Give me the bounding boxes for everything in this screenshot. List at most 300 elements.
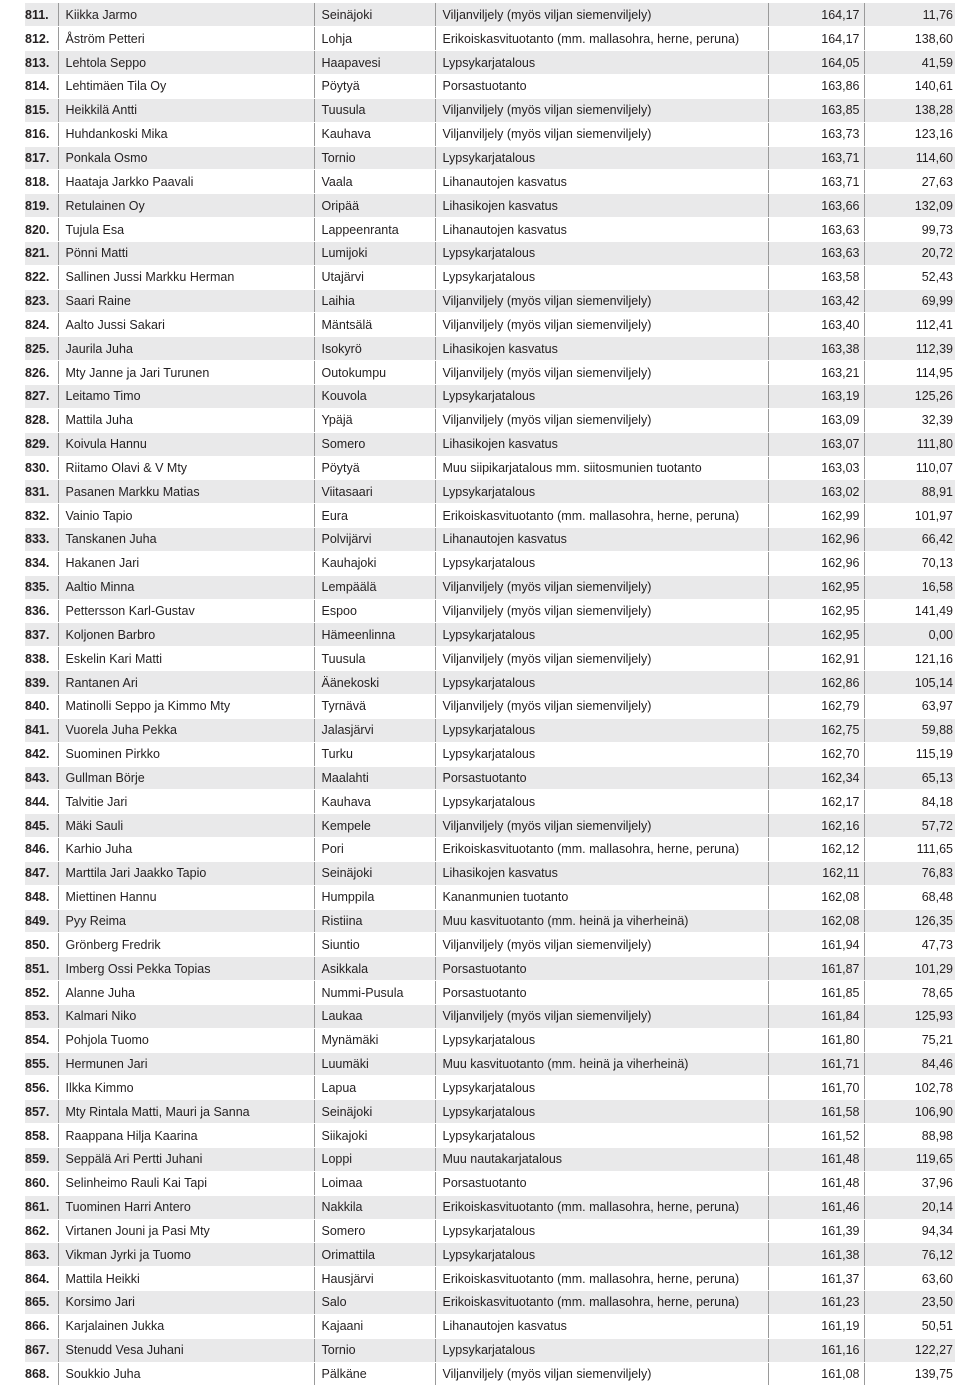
production-type-cell: Lihasikojen kasvatus [435, 432, 768, 456]
table-row [25, 1314, 955, 1338]
points-cell: 161,38 [768, 1243, 864, 1267]
rank-cell: 844. [25, 790, 58, 814]
production-type-cell: Viljanviljely (myös viljan siemenviljely) [435, 1362, 768, 1386]
farmer-name-cell: Alanne Juha [58, 981, 314, 1005]
points-cell: 163,71 [768, 146, 864, 170]
points-cell: 163,58 [768, 265, 864, 289]
points-cell: 163,71 [768, 170, 864, 194]
points-cell: 161,46 [768, 1195, 864, 1219]
value-cell: 41,59 [864, 51, 955, 75]
rank-cell: 828. [25, 408, 58, 432]
value-cell: 94,34 [864, 1219, 955, 1243]
table-row [25, 1004, 955, 1028]
rank-cell: 845. [25, 814, 58, 838]
farmer-name-cell: Haataja Jarkko Paavali [58, 170, 314, 194]
value-cell: 32,39 [864, 408, 955, 432]
municipality-cell: Orimattila [314, 1243, 435, 1267]
production-type-cell: Lypsykarjatalous [435, 1338, 768, 1362]
farmer-name-cell: Karhio Juha [58, 838, 314, 862]
points-cell: 163,63 [768, 241, 864, 265]
value-cell: 111,65 [864, 838, 955, 862]
rank-cell: 838. [25, 647, 58, 671]
rank-cell: 821. [25, 241, 58, 265]
production-type-cell: Viljanviljely (myös viljan siemenviljely) [435, 1004, 768, 1028]
municipality-cell: Loimaa [314, 1171, 435, 1195]
value-cell: 122,27 [864, 1338, 955, 1362]
production-type-cell: Lypsykarjatalous [435, 1219, 768, 1243]
rank-cell: 860. [25, 1171, 58, 1195]
points-cell: 161,87 [768, 957, 864, 981]
points-cell: 161,48 [768, 1171, 864, 1195]
farmer-name-cell: Huhdankoski Mika [58, 122, 314, 146]
points-cell: 162,12 [768, 838, 864, 862]
value-cell: 70,13 [864, 551, 955, 575]
points-cell: 163,66 [768, 194, 864, 218]
points-cell: 162,34 [768, 766, 864, 790]
value-cell: 139,75 [864, 1362, 955, 1386]
points-cell: 161,58 [768, 1100, 864, 1124]
points-cell: 161,52 [768, 1124, 864, 1148]
production-type-cell: Lypsykarjatalous [435, 385, 768, 409]
municipality-cell: Lappeenranta [314, 218, 435, 242]
value-cell: 78,65 [864, 981, 955, 1005]
table-row [25, 885, 955, 909]
municipality-cell: Laihia [314, 289, 435, 313]
points-cell: 163,38 [768, 337, 864, 361]
production-type-cell: Lihasikojen kasvatus [435, 337, 768, 361]
production-type-cell: Lypsykarjatalous [435, 265, 768, 289]
municipality-cell: Loppi [314, 1148, 435, 1172]
value-cell: 112,41 [864, 313, 955, 337]
points-cell: 161,85 [768, 981, 864, 1005]
value-cell: 88,98 [864, 1124, 955, 1148]
production-type-cell: Lihasikojen kasvatus [435, 861, 768, 885]
points-cell: 162,08 [768, 909, 864, 933]
points-cell: 162,75 [768, 718, 864, 742]
rank-cell: 818. [25, 170, 58, 194]
production-type-cell: Erikoiskasvituotanto (mm. mallasohra, herne, peruna) [435, 1291, 768, 1315]
farmer-name-cell: Pohjola Tuomo [58, 1028, 314, 1052]
value-cell: 50,51 [864, 1314, 955, 1338]
rank-cell: 858. [25, 1124, 58, 1148]
farmer-name-cell: Lehtimäen Tila Oy [58, 75, 314, 99]
points-cell: 162,11 [768, 861, 864, 885]
points-cell: 163,73 [768, 122, 864, 146]
municipality-cell: Tuusula [314, 647, 435, 671]
table-row [25, 432, 955, 456]
value-cell: 59,88 [864, 718, 955, 742]
production-type-cell: Lypsykarjatalous [435, 790, 768, 814]
production-type-cell: Lypsykarjatalous [435, 1243, 768, 1267]
farmer-name-cell: Vikman Jyrki ja Tuomo [58, 1243, 314, 1267]
table-row [25, 1267, 955, 1291]
value-cell: 114,60 [864, 146, 955, 170]
points-cell: 161,94 [768, 933, 864, 957]
rank-cell: 819. [25, 194, 58, 218]
points-cell: 162,16 [768, 814, 864, 838]
value-cell: 140,61 [864, 75, 955, 99]
table-row [25, 3, 955, 27]
table-row [25, 694, 955, 718]
municipality-cell: Jalasjärvi [314, 718, 435, 742]
table-row [25, 647, 955, 671]
municipality-cell: Pori [314, 838, 435, 862]
value-cell: 27,63 [864, 170, 955, 194]
municipality-cell: Pälkäne [314, 1362, 435, 1386]
value-cell: 11,76 [864, 3, 955, 27]
value-cell: 138,60 [864, 27, 955, 51]
rank-cell: 848. [25, 885, 58, 909]
rank-cell: 823. [25, 289, 58, 313]
farmer-name-cell: Koivula Hannu [58, 432, 314, 456]
municipality-cell: Pöytyä [314, 456, 435, 480]
points-cell: 161,37 [768, 1267, 864, 1291]
points-cell: 161,23 [768, 1291, 864, 1315]
farmer-name-cell: Retulainen Oy [58, 194, 314, 218]
rank-cell: 815. [25, 98, 58, 122]
farmer-name-cell: Pettersson Karl-Gustav [58, 599, 314, 623]
farmer-name-cell: Leitamo Timo [58, 385, 314, 409]
table-row [25, 1362, 955, 1386]
table-row [25, 1076, 955, 1100]
municipality-cell: Kauhava [314, 790, 435, 814]
rank-cell: 862. [25, 1219, 58, 1243]
points-cell: 162,96 [768, 551, 864, 575]
table-row [25, 98, 955, 122]
value-cell: 37,96 [864, 1171, 955, 1195]
rank-cell: 824. [25, 313, 58, 337]
table-row [25, 766, 955, 790]
table-row [25, 241, 955, 265]
farmer-name-cell: Kalmari Niko [58, 1004, 314, 1028]
rank-cell: 856. [25, 1076, 58, 1100]
points-cell: 164,17 [768, 27, 864, 51]
production-type-cell: Porsastuotanto [435, 1171, 768, 1195]
farmer-name-cell: Vuorela Juha Pekka [58, 718, 314, 742]
points-cell: 162,86 [768, 671, 864, 695]
value-cell: 47,73 [864, 933, 955, 957]
rank-cell: 853. [25, 1004, 58, 1028]
municipality-cell: Tyrnävä [314, 694, 435, 718]
points-cell: 163,85 [768, 98, 864, 122]
municipality-cell: Siuntio [314, 933, 435, 957]
rank-cell: 826. [25, 361, 58, 385]
value-cell: 114,95 [864, 361, 955, 385]
value-cell: 141,49 [864, 599, 955, 623]
production-type-cell: Lypsykarjatalous [435, 480, 768, 504]
table-row [25, 1195, 955, 1219]
municipality-cell: Ypäjä [314, 408, 435, 432]
value-cell: 63,60 [864, 1267, 955, 1291]
municipality-cell: Viitasaari [314, 480, 435, 504]
value-cell: 121,16 [864, 647, 955, 671]
production-type-cell: Lypsykarjatalous [435, 1100, 768, 1124]
municipality-cell: Utajärvi [314, 265, 435, 289]
production-type-cell: Viljanviljely (myös viljan siemenviljely) [435, 814, 768, 838]
municipality-cell: Lempäälä [314, 575, 435, 599]
farmer-name-cell: Jaurila Juha [58, 337, 314, 361]
production-type-cell: Lihasikojen kasvatus [435, 194, 768, 218]
table-row [25, 265, 955, 289]
rank-cell: 851. [25, 957, 58, 981]
production-type-cell: Viljanviljely (myös viljan siemenviljely) [435, 122, 768, 146]
rank-cell: 827. [25, 385, 58, 409]
table-row [25, 504, 955, 528]
municipality-cell: Mynämäki [314, 1028, 435, 1052]
municipality-cell: Laukaa [314, 1004, 435, 1028]
points-cell: 162,95 [768, 575, 864, 599]
table-row [25, 289, 955, 313]
rank-cell: 859. [25, 1148, 58, 1172]
farmer-name-cell: Karjalainen Jukka [58, 1314, 314, 1338]
table-row [25, 1148, 955, 1172]
value-cell: 88,91 [864, 480, 955, 504]
farmer-name-cell: Koljonen Barbro [58, 623, 314, 647]
municipality-cell: Maalahti [314, 766, 435, 790]
municipality-cell: Siikajoki [314, 1124, 435, 1148]
points-cell: 162,91 [768, 647, 864, 671]
rank-cell: 829. [25, 432, 58, 456]
rank-cell: 820. [25, 218, 58, 242]
farmer-name-cell: Tujula Esa [58, 218, 314, 242]
farmer-name-cell: Mty Janne ja Jari Turunen [58, 361, 314, 385]
farmer-name-cell: Heikkilä Antti [58, 98, 314, 122]
farmer-name-cell: Kiikka Jarmo [58, 3, 314, 27]
table-row [25, 790, 955, 814]
rank-cell: 852. [25, 981, 58, 1005]
production-type-cell: Lypsykarjatalous [435, 241, 768, 265]
farmer-name-cell: Miettinen Hannu [58, 885, 314, 909]
municipality-cell: Espoo [314, 599, 435, 623]
value-cell: 23,50 [864, 1291, 955, 1315]
production-type-cell: Lypsykarjatalous [435, 551, 768, 575]
value-cell: 125,93 [864, 1004, 955, 1028]
municipality-cell: Nakkila [314, 1195, 435, 1219]
table-row [25, 1338, 955, 1362]
production-type-cell: Muu kasvituotanto (mm. heinä ja viherheinä) [435, 1052, 768, 1076]
farmer-name-cell: Mattila Heikki [58, 1267, 314, 1291]
points-cell: 163,86 [768, 75, 864, 99]
table-row [25, 1171, 955, 1195]
rank-cell: 864. [25, 1267, 58, 1291]
municipality-cell: Seinäjoki [314, 1100, 435, 1124]
production-type-cell: Lypsykarjatalous [435, 1124, 768, 1148]
rank-cell: 867. [25, 1338, 58, 1362]
table-row [25, 981, 955, 1005]
table-row [25, 814, 955, 838]
value-cell: 65,13 [864, 766, 955, 790]
table-row [25, 456, 955, 480]
production-type-cell: Viljanviljely (myös viljan siemenviljely) [435, 694, 768, 718]
municipality-cell: Lapua [314, 1076, 435, 1100]
table-row [25, 75, 955, 99]
value-cell: 20,72 [864, 241, 955, 265]
rank-cell: 813. [25, 51, 58, 75]
production-type-cell: Viljanviljely (myös viljan siemenviljely) [435, 599, 768, 623]
production-type-cell: Viljanviljely (myös viljan siemenviljely) [435, 361, 768, 385]
production-type-cell: Muu siipikarjatalous mm. siitosmunien tuotanto [435, 456, 768, 480]
rank-cell: 835. [25, 575, 58, 599]
table-row [25, 575, 955, 599]
points-cell: 163,63 [768, 218, 864, 242]
production-type-cell: Lypsykarjatalous [435, 671, 768, 695]
municipality-cell: Hämeenlinna [314, 623, 435, 647]
production-type-cell: Lypsykarjatalous [435, 51, 768, 75]
table-row [25, 170, 955, 194]
municipality-cell: Turku [314, 742, 435, 766]
value-cell: 20,14 [864, 1195, 955, 1219]
table-row [25, 194, 955, 218]
points-cell: 163,40 [768, 313, 864, 337]
production-type-cell: Muu kasvituotanto (mm. heinä ja viherheinä) [435, 909, 768, 933]
points-cell: 161,71 [768, 1052, 864, 1076]
value-cell: 84,18 [864, 790, 955, 814]
municipality-cell: Luumäki [314, 1052, 435, 1076]
municipality-cell: Kajaani [314, 1314, 435, 1338]
points-cell: 163,07 [768, 432, 864, 456]
production-type-cell: Lihanautojen kasvatus [435, 1314, 768, 1338]
value-cell: 115,19 [864, 742, 955, 766]
farmer-name-cell: Vainio Tapio [58, 504, 314, 528]
rank-cell: 833. [25, 528, 58, 552]
value-cell: 69,99 [864, 289, 955, 313]
farmer-name-cell: Åström Petteri [58, 27, 314, 51]
farmer-name-cell: Soukkio Juha [58, 1362, 314, 1386]
rank-cell: 846. [25, 838, 58, 862]
farmer-name-cell: Riitamo Olavi & V Mty [58, 456, 314, 480]
ranking-table [25, 3, 955, 1386]
points-cell: 163,02 [768, 480, 864, 504]
rank-cell: 857. [25, 1100, 58, 1124]
municipality-cell: Isokyrö [314, 337, 435, 361]
table-row [25, 218, 955, 242]
farmer-name-cell: Ilkka Kimmo [58, 1076, 314, 1100]
rank-cell: 837. [25, 623, 58, 647]
farmer-name-cell: Raappana Hilja Kaarina [58, 1124, 314, 1148]
value-cell: 75,21 [864, 1028, 955, 1052]
rank-cell: 811. [25, 3, 58, 27]
municipality-cell: Mäntsälä [314, 313, 435, 337]
municipality-cell: Äänekoski [314, 671, 435, 695]
rank-cell: 855. [25, 1052, 58, 1076]
farmer-name-cell: Aaltio Minna [58, 575, 314, 599]
points-cell: 162,95 [768, 623, 864, 647]
production-type-cell: Lypsykarjatalous [435, 1028, 768, 1052]
farmer-name-cell: Tanskanen Juha [58, 528, 314, 552]
municipality-cell: Vaala [314, 170, 435, 194]
production-type-cell: Lihanautojen kasvatus [435, 170, 768, 194]
table-row [25, 313, 955, 337]
municipality-cell: Somero [314, 432, 435, 456]
value-cell: 125,26 [864, 385, 955, 409]
points-cell: 162,96 [768, 528, 864, 552]
municipality-cell: Haapavesi [314, 51, 435, 75]
value-cell: 16,58 [864, 575, 955, 599]
value-cell: 119,65 [864, 1148, 955, 1172]
production-type-cell: Viljanviljely (myös viljan siemenviljely) [435, 933, 768, 957]
value-cell: 102,78 [864, 1076, 955, 1100]
rank-cell: 841. [25, 718, 58, 742]
municipality-cell: Kauhajoki [314, 551, 435, 575]
municipality-cell: Outokumpu [314, 361, 435, 385]
table-row [25, 623, 955, 647]
table-row [25, 933, 955, 957]
municipality-cell: Oripää [314, 194, 435, 218]
table-row [25, 1100, 955, 1124]
table-row [25, 122, 955, 146]
value-cell: 99,73 [864, 218, 955, 242]
points-cell: 161,70 [768, 1076, 864, 1100]
table-row [25, 27, 955, 51]
production-type-cell: Lihanautojen kasvatus [435, 528, 768, 552]
municipality-cell: Lohja [314, 27, 435, 51]
farmer-name-cell: Korsimo Jari [58, 1291, 314, 1315]
value-cell: 76,12 [864, 1243, 955, 1267]
rank-cell: 816. [25, 122, 58, 146]
production-type-cell: Erikoiskasvituotanto (mm. mallasohra, herne, peruna) [435, 1195, 768, 1219]
farmer-name-cell: Imberg Ossi Pekka Topias [58, 957, 314, 981]
production-type-cell: Viljanviljely (myös viljan siemenviljely) [435, 313, 768, 337]
table-row [25, 1028, 955, 1052]
production-type-cell: Viljanviljely (myös viljan siemenviljely) [435, 289, 768, 313]
rank-cell: 865. [25, 1291, 58, 1315]
rank-cell: 832. [25, 504, 58, 528]
rank-cell: 854. [25, 1028, 58, 1052]
table-row [25, 1219, 955, 1243]
points-cell: 162,95 [768, 599, 864, 623]
value-cell: 52,43 [864, 265, 955, 289]
farmer-name-cell: Mäki Sauli [58, 814, 314, 838]
municipality-cell: Kauhava [314, 122, 435, 146]
municipality-cell: Asikkala [314, 957, 435, 981]
points-cell: 163,42 [768, 289, 864, 313]
points-cell: 164,05 [768, 51, 864, 75]
table-row [25, 361, 955, 385]
farmer-name-cell: Lehtola Seppo [58, 51, 314, 75]
table-row [25, 599, 955, 623]
rank-cell: 842. [25, 742, 58, 766]
production-type-cell: Porsastuotanto [435, 957, 768, 981]
production-type-cell: Lypsykarjatalous [435, 742, 768, 766]
points-cell: 161,16 [768, 1338, 864, 1362]
farmer-name-cell: Gullman Börje [58, 766, 314, 790]
production-type-cell: Porsastuotanto [435, 981, 768, 1005]
farmer-name-cell: Saari Raine [58, 289, 314, 313]
value-cell: 110,07 [864, 456, 955, 480]
farmer-name-cell: Mty Rintala Matti, Mauri ja Sanna [58, 1100, 314, 1124]
municipality-cell: Ristiina [314, 909, 435, 933]
farmer-name-cell: Hakanen Jari [58, 551, 314, 575]
points-cell: 162,08 [768, 885, 864, 909]
points-cell: 162,79 [768, 694, 864, 718]
farmer-name-cell: Matinolli Seppo ja Kimmo Mty [58, 694, 314, 718]
farmer-name-cell: Aalto Jussi Sakari [58, 313, 314, 337]
farmer-name-cell: Suominen Pirkko [58, 742, 314, 766]
value-cell: 66,42 [864, 528, 955, 552]
farmer-name-cell: Pasanen Markku Matias [58, 480, 314, 504]
municipality-cell: Polvijärvi [314, 528, 435, 552]
rank-cell: 866. [25, 1314, 58, 1338]
production-type-cell: Lihanautojen kasvatus [435, 218, 768, 242]
value-cell: 101,29 [864, 957, 955, 981]
ranking-table-body [25, 3, 955, 1386]
production-type-cell: Viljanviljely (myös viljan siemenviljely) [435, 408, 768, 432]
municipality-cell: Lumijoki [314, 241, 435, 265]
farmer-name-cell: Eskelin Kari Matti [58, 647, 314, 671]
table-row [25, 1124, 955, 1148]
value-cell: 68,48 [864, 885, 955, 909]
municipality-cell: Seinäjoki [314, 3, 435, 27]
